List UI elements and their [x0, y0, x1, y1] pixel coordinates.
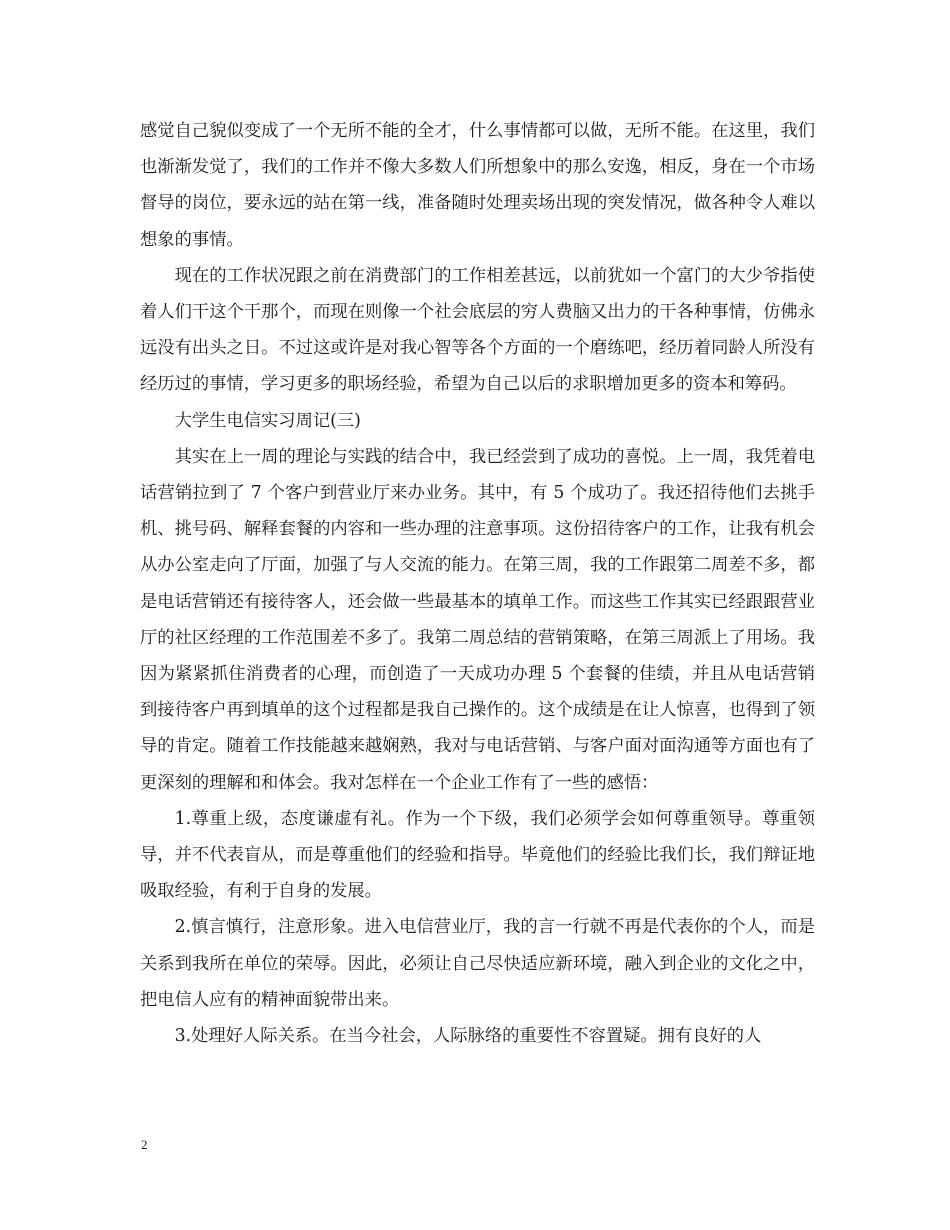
list-item: 1.尊重上级，态度谦虚有礼。作为一个下级，我们必须学会如何尊重领导。尊重领导，并不代表盲从，而是尊重他们的经验和指导。毕竟他们的经验比我们长，我们辩证地吸取经验，有利于自身的发展。	[140, 808, 815, 902]
paragraph: 现在的工作状况跟之前在消费部门的工作相差甚远，以前犹如一个富门的大少爷指使着人们干这个干那个，而现在则像一个社会底层的穷人费脑又出力的干各种事情，仿佛永远没有出头之日。不过这或许是对我心智等各个方面的一个磨练吧，经历着同龄人所没有经历过的事情，学习更多的职场经验，希望为自己以后的求职增加更多的资本和筹码。	[140, 265, 815, 395]
paragraph: 其实在上一周的理论与实践的结合中，我已经尝到了成功的喜悦。上一周，我凭着电话营销拉到了 7 个客户到营业厅来办业务。其中，有 5 个成功了。我还招待他们去挑手机、挑号码、解释套餐的内容和一些办理的注意事项。这份招待客户的工作，让我有机会从办公室走向了厅面，加强了与人交流的能力。在第三周，我的工作跟第二周差不多，都是电话营销还有接待客人，还会做一些最基本的填单工作。而这些工作其实已经跟跟营业厅的社区经理的工作范围差不多了。我第二周总结的营销策略，在第三周派上了用场。我因为紧紧抓住消费者的心理，而创造了一天成功办理 5 个套餐的佳绩，并且从电话营销到接待客户再到填单的这个过程都是我自己操作的。这个成绩是在让人惊喜，也得到了领导的肯定。随着工作技能越来越娴熟，我对与电话营销、与客户面对面沟通等方面也有了更深刻的理解和和体会。我对怎样在一个企业工作有了一些的感悟：	[140, 446, 815, 793]
paragraph-continuation: 感觉自己貌似变成了一个无所不能的全才，什么事情都可以做，无所不能。在这里，我们也渐渐发觉了，我们的工作并不像大多数人们所想象中的那么安逸，相反，身在一个市场督导的岗位，要永远的站在第一线，准备随时处理卖场出现的突发情况，做各种令人难以想象的事情。	[140, 121, 815, 250]
section-heading: 大学生电信实习周记(三)	[174, 410, 361, 431]
document-body	[140, 113, 815, 1054]
page-number: 2	[141, 1137, 148, 1152]
list-item: 3.处理好人际关系。在当今社会，人际脉络的重要性不容置疑。拥有良好的人	[174, 1026, 762, 1047]
list-item: 2.慎言慎行，注意形象。进入电信营业厅，我的言一行就不再是代表你的个人，而是关系到我所在单位的荣辱。因此，必须让自己尽快适应新环境，融入到企业的文化之中，把电信人应有的精神面貌带出来。	[140, 917, 815, 1010]
